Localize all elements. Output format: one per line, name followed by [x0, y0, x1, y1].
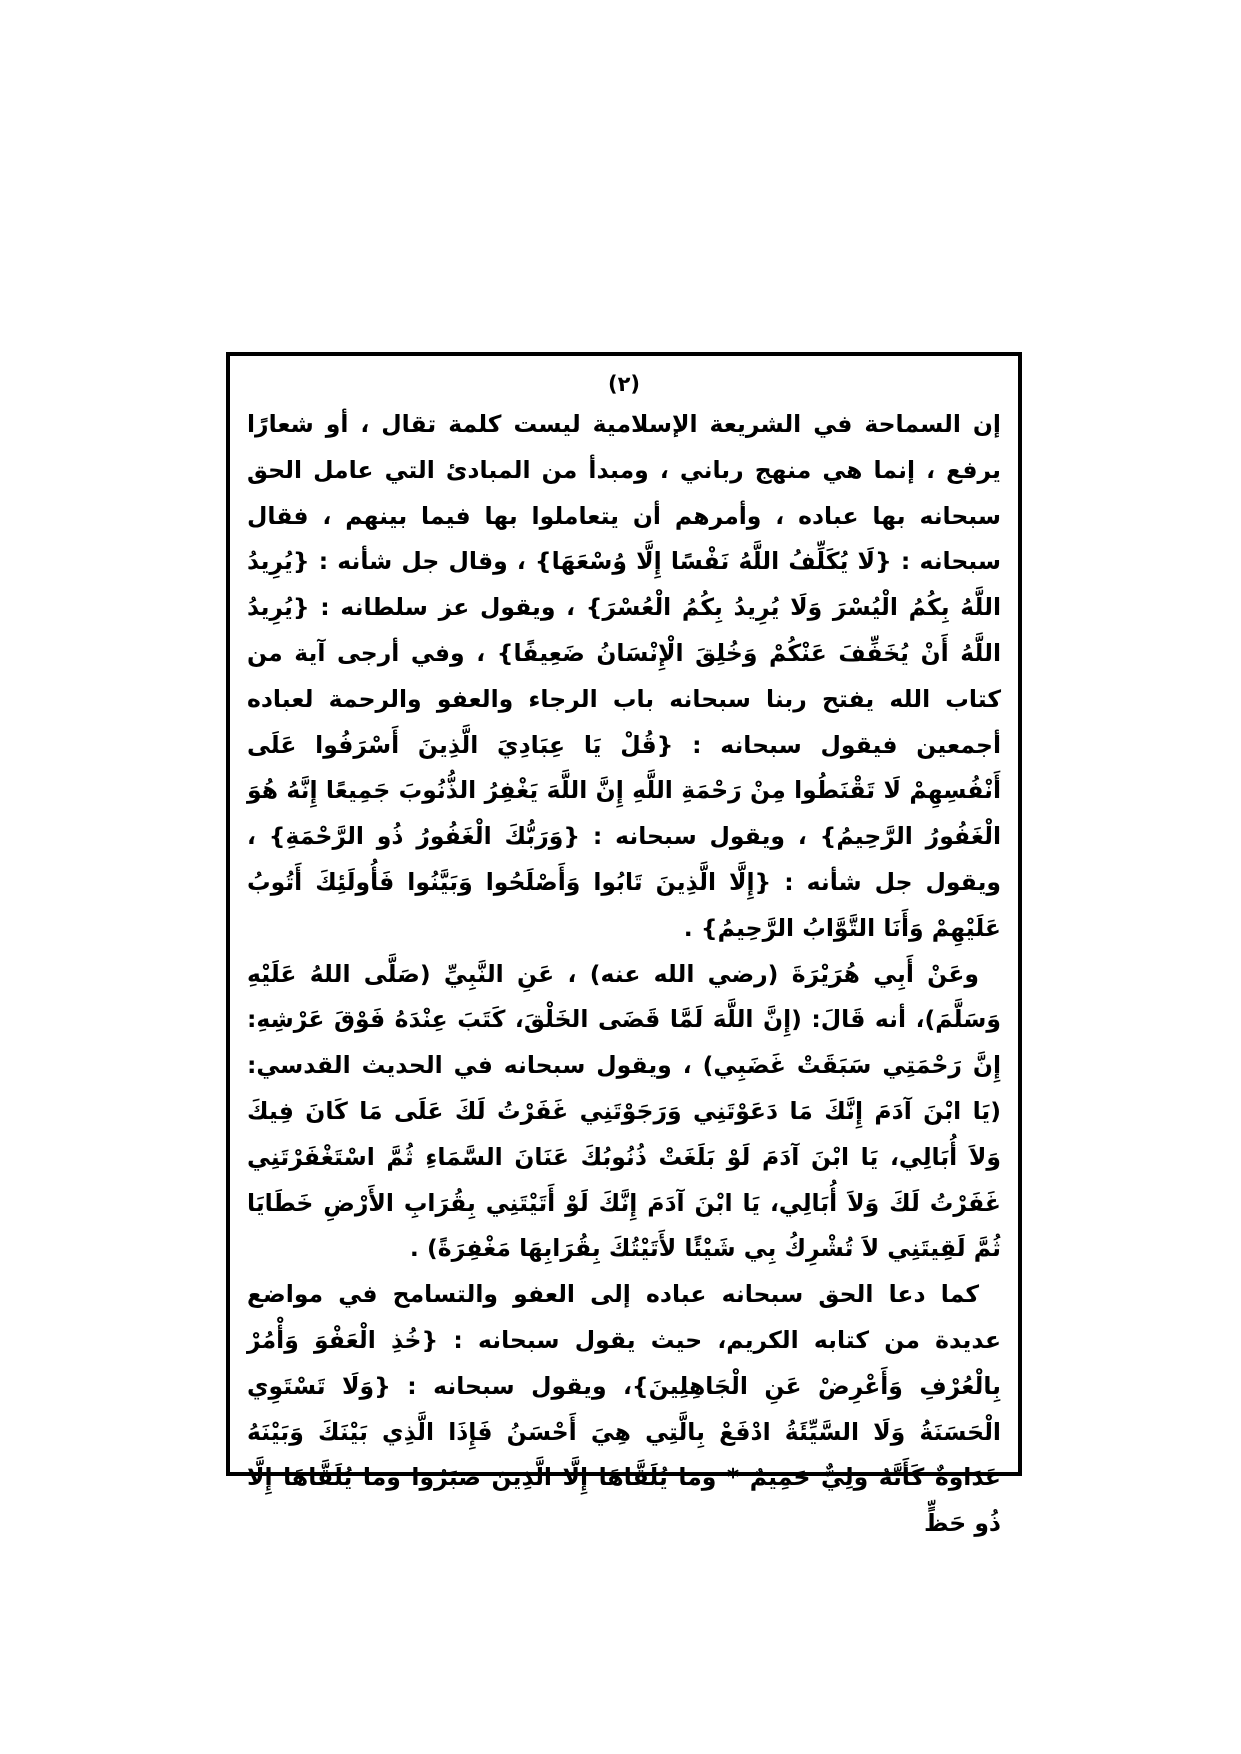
paragraph-1: إن السماحة في الشريعة الإسلامية ليست كلمة تقال ، أو شعارًا يرفع ، إنما هي منهج رباني ، ومبدأ من المبادئ التي عامل الحق سبحانه بها عباده ، وأمرهم أن يتعاملوا بها فيما بينهم ، فقال سبحانه : {لَا يُكَلِّفُ اللَّهُ نَفْسًا إِلَّا وُسْعَهَا} ، وقال جل شأنه : {يُرِيدُ اللَّهُ بِكُمُ الْيُسْرَ وَلَا يُرِيدُ بِكُمُ الْعُسْرَ} ، ويقول عز سلطانه : {يُرِيدُ اللَّهُ أَنْ يُخَفِّفَ عَنْكُمْ وَخُلِقَ الْإِنْسَانُ ضَعِيفًا} ، وفي أرجى آية من كتاب الله يفتح ربنا سبحانه باب الرجاء والعفو والرحمة لعباده أجمعين فيقول سبحانه : {قُلْ يَا عِبَادِيَ الَّذِينَ أَسْرَفُوا عَلَى أَنْفُسِهِمْ لَا تَقْنَطُوا مِنْ رَحْمَةِ اللَّهِ إِنَّ اللَّهَ يَغْفِرُ الذُّنُوبَ جَمِيعًا إِنَّهُ هُوَ الْغَفُورُ الرَّحِيمُ} ، ويقول سبحانه : {وَرَبُّكَ الْغَفُورُ ذُو الرَّحْمَةِ} ، ويقول جل شأنه : {إِلَّا الَّذِينَ تَابُوا وَأَصْلَحُوا وَبَيَّنُوا فَأُولَئِكَ أَتُوبُ عَلَيْهِمْ وَأَنَا التَّوَّابُ الرَّحِيمُ} .: [247, 410, 1001, 942]
paragraph-2: وعَنْ أَبِي هُرَيْرَةَ (رضي الله عنه) ، عَنِ النَّبِيِّ (صَلَّى اللهُ عَلَيْهِ وَسَلَّمَ)، أنه قَالَ: (إِنَّ اللَّهَ لَمَّا قَضَى الخَلْقَ، كَتَبَ عِنْدَهُ فَوْقَ عَرْشِهِ: إِنَّ رَحْمَتِي سَبَقَتْ غَضَبِي) ، ويقول سبحانه في الحديث القدسي: (يَا ابْنَ آدَمَ إِنَّكَ مَا دَعَوْتَنِي وَرَجَوْتَنِي غَفَرْتُ لَكَ عَلَى مَا كَانَ فِيكَ وَلاَ أُبَالِي، يَا ابْنَ آدَمَ لَوْ بَلَغَتْ ذُنُوبُكَ عَنَانَ السَّمَاءِ ثُمَّ اسْتَغْفَرْتَنِي غَفَرْتُ لَكَ وَلاَ أُبَالِي، يَا ابْنَ آدَمَ إِنَّكَ لَوْ أَتَيْتَنِي بِقُرَابِ الأَرْضِ خَطَايَا ثُمَّ لَقِيتَنِي لاَ تُشْرِكُ بِي شَيْئًا لأَتَيْتُكَ بِقُرَابِهَا مَغْفِرَةً) .: [247, 959, 1001, 1263]
document-body: [247, 402, 1001, 1547]
page-frame: [226, 352, 1022, 1538]
page-number: (٢): [607, 372, 641, 396]
paragraph-3: كما دعا الحق سبحانه عباده إلى العفو والتسامح في مواضع عديدة من كتابه الكريم، حيث يقول سبحانه : {خُذِ الْعَفْوَ وَأْمُرْ بِالْعُرْفِ وَأَعْرِضْ عَنِ الْجَاهِلِينَ}، ويقول سبحانه : {وَلَا تَسْتَوِي الْحَسَنَةُ وَلَا السَّيِّئَةُ ادْفَعْ بِالَّتِي هِيَ أَحْسَنُ فَإِذَا الَّذِي بَيْنَكَ وَبَيْنَهُ عَدَاوَةٌ كَأَنَّهُ وَلِيٌّ حَمِيمٌ * وَمَا يُلَقَّاهَا إِلَّا الَّذِينَ صَبَرُوا وَمَا يُلَقَّاهَا إِلَّا ذُو حَظٍّ: [247, 1280, 1001, 1538]
